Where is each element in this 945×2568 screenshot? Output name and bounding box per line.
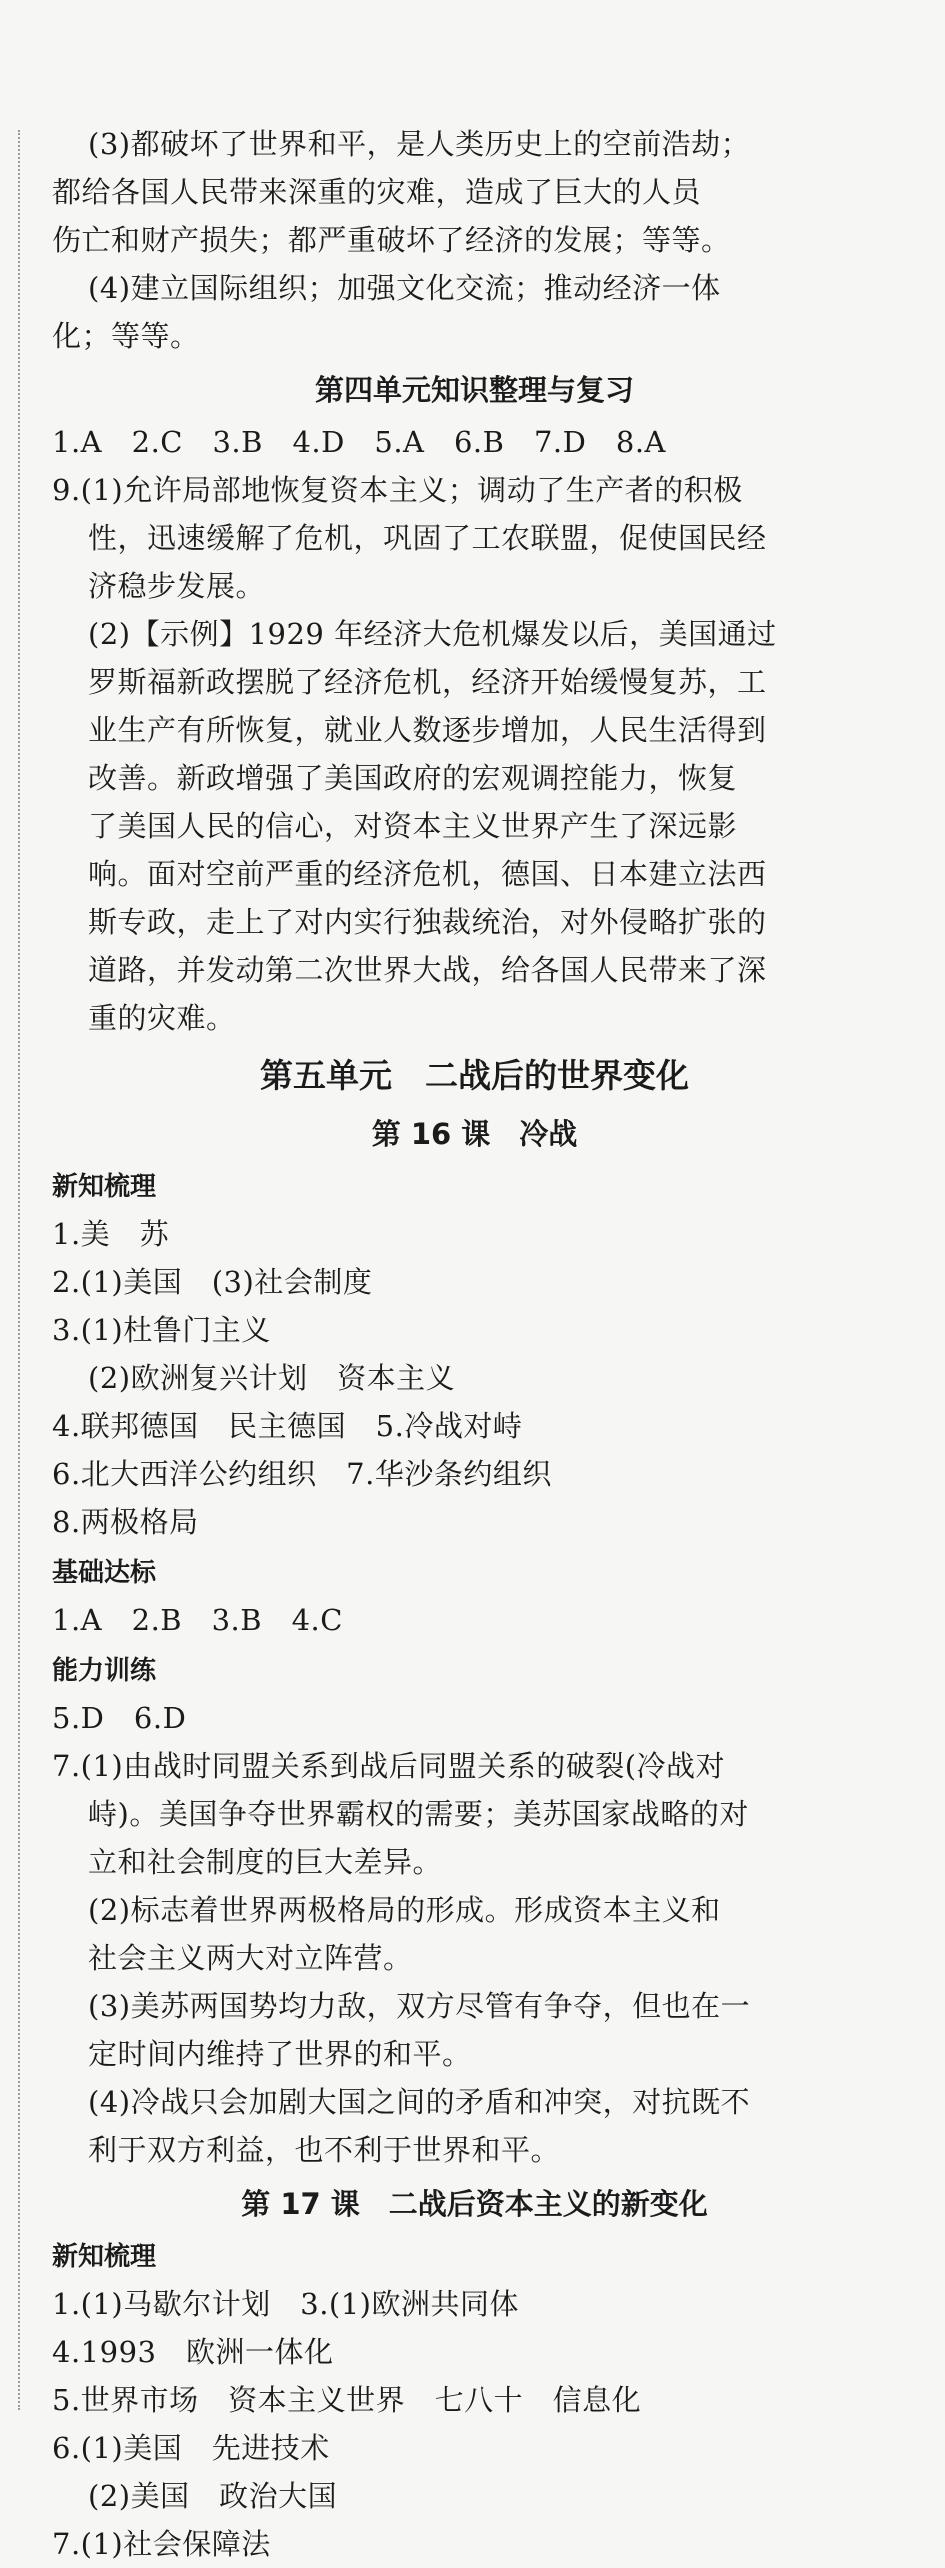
answer-line: 6.(1)美国 先进技术 — [52, 2431, 330, 2465]
lesson17-title: 第 17 课 二战后资本主义的新变化 — [241, 2187, 708, 2221]
answer-line: (2)欧洲复兴计划 资本主义 — [88, 1361, 456, 1395]
answer-line: 社会主义两大对立阵营。 — [88, 1941, 413, 1975]
answer-line: (4)建立国际组织；加强文化交流；推动经济一体 — [88, 271, 721, 305]
answer-line: 利于双方利益，也不利于世界和平。 — [88, 2133, 561, 2167]
answer-line: 6.北大西洋公约组织 7.华沙条约组织 — [52, 1457, 552, 1491]
answer-line: 2.(1)美国 (3)社会制度 — [52, 1265, 373, 1299]
answer-line: 1.美 苏 — [52, 1217, 170, 1251]
answer-line: 7.(1)由战时同盟关系到战后同盟关系的破裂(冷战对 — [52, 1749, 726, 1783]
answer-line: 了美国人民的信心，对资本主义世界产生了深远影 — [88, 809, 738, 843]
answer-line: 化；等等。 — [52, 319, 200, 353]
section-label-new-knowledge: 新知梳理 — [52, 1172, 157, 1202]
answer-line: (3)美苏两国势均力敌，双方尽管有争夺，但也在一 — [88, 1989, 751, 2023]
answer-line: 性，迅速缓解了危机，巩固了工农联盟，促使国民经 — [88, 521, 767, 555]
binding-margin-dotted-line — [18, 130, 20, 2410]
answer-line: 1.A 2.B 3.B 4.C — [52, 1603, 343, 1637]
answer-line: 道路，并发动第二次世界大战，给各国人民带来了深 — [88, 953, 767, 987]
answer-line: 业生产有所恢复，就业人数逐步增加，人民生活得到 — [88, 713, 767, 747]
answer-line: 响。面对空前严重的经济危机，德国、日本建立法西 — [88, 857, 767, 891]
answer-line: 都给各国人民带来深重的灾难，造成了巨大的人员 — [52, 175, 702, 209]
answer-line: (2)美国 政治大国 — [88, 2479, 338, 2513]
answer-line: 斯专政，走上了对内实行独裁统治，对外侵略扩张的 — [88, 905, 767, 939]
answer-line: 5.世界市场 资本主义世界 七八十 信息化 — [52, 2383, 642, 2417]
answer-line: 4.1993 欧洲一体化 — [52, 2335, 334, 2369]
answer-line: 3.(1)杜鲁门主义 — [52, 1313, 271, 1347]
answer-line: 伤亡和财产损失；都严重破坏了经济的发展；等等。 — [52, 223, 731, 257]
answer-line: 峙)。美国争夺世界霸权的需要；美苏国家战略的对 — [88, 1797, 749, 1831]
answer-line: 立和社会制度的巨大差异。 — [88, 1845, 443, 1879]
answer-line: 罗斯福新政摆脱了经济危机，经济开始缓慢复苏，工 — [88, 665, 767, 699]
answer-line: 济稳步发展。 — [88, 569, 266, 603]
answer-line: 重的灾难。 — [88, 1001, 236, 1035]
answer-line: 7.(1)社会保障法 — [52, 2527, 271, 2561]
answer-line: (4)冷战只会加剧大国之间的矛盾和冲突，对抗既不 — [88, 2085, 751, 2119]
answer-content — [52, 120, 897, 2568]
answer-line: 定时间内维持了世界的和平。 — [88, 2037, 472, 2071]
section-label-new-knowledge: 新知梳理 — [52, 2242, 157, 2272]
section-label-basic: 基础达标 — [52, 1558, 157, 1588]
unit5-title: 第五单元 二战后的世界变化 — [260, 1056, 689, 1095]
answer-line: (2)【示例】1929 年经济大危机爆发以后，美国通过 — [88, 617, 777, 651]
answer-line: (2)标志着世界两极格局的形成。形成资本主义和 — [88, 1893, 721, 1927]
answer-line: 4.联邦德国 民主德国 5.冷战对峙 — [52, 1409, 523, 1443]
answer-line: 9.(1)允许局部地恢复资本主义；调动了生产者的积极 — [52, 473, 743, 507]
answer-line: (3)都破坏了世界和平，是人类历史上的空前浩劫； — [88, 127, 751, 161]
answer-line: 1.(1)马歇尔计划 3.(1)欧洲共同体 — [52, 2287, 519, 2321]
section-label-ability: 能力训练 — [52, 1656, 157, 1686]
answer-line: 5.D 6.D — [52, 1701, 187, 1735]
answer-line: 8.两极格局 — [52, 1505, 199, 1539]
answer-line: 改善。新政增强了美国政府的宏观调控能力，恢复 — [88, 761, 738, 795]
unit4-choice-answers: 1.A 2.C 3.B 4.D 5.A 6.B 7.D 8.A — [52, 425, 666, 459]
unit4-review-title: 第四单元知识整理与复习 — [314, 373, 634, 407]
lesson16-title: 第 16 课 冷战 — [371, 1117, 578, 1151]
